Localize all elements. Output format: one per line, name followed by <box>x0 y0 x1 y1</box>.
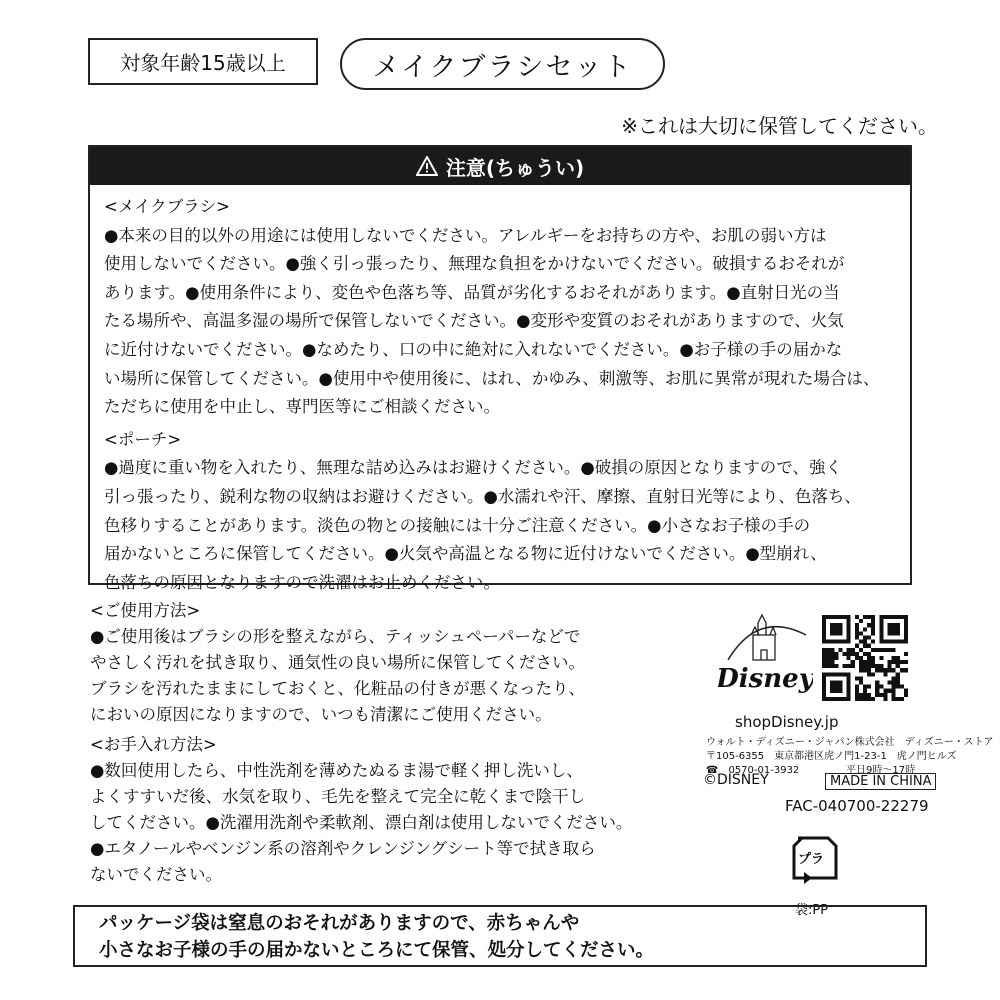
material-label: 袋:PP <box>795 903 829 918</box>
caution-line: たる場所や、高温多湿の場所で保管しないでください。●変形や変質のおそれがありますので、火気 <box>104 311 844 331</box>
plastic-recycle-icon <box>790 828 840 888</box>
caution-title: 注意(ちゅうい) <box>445 155 585 180</box>
warning-icon <box>416 156 438 176</box>
caution-line: い場所に保管してください。●使用中や使用後に、はれ、かゆみ、刺激等、お肌に異常が現れた場合は、 <box>104 368 880 388</box>
bottom-warning <box>73 905 927 967</box>
bottom-warning-line: パッケージ袋は窒息のおそれがありますので、赤ちゃんや <box>99 913 580 934</box>
svg-text:Disney: Disney <box>718 664 813 694</box>
caution-section-heading: <ポーチ> <box>104 429 182 449</box>
care-line: してください。●洗濯用洗剤や柔軟剤、漂白剤は使用しないでください。 <box>90 813 633 832</box>
company-address: 〒105-6355 東京都港区虎ノ門1-23-1 虎ノ門ヒルズ <box>706 751 957 762</box>
product-title: メイクブラシセット <box>340 38 665 90</box>
caution-section-heading: <メイクブラシ> <box>104 197 230 216</box>
caution-line: 届かないところに保管してください。●火気や高温となる物に近付けないでください。●型崩れ、 <box>104 544 827 564</box>
company-phone: ☎ 0570-01-3932 <box>706 765 800 776</box>
care-line: ないでください。 <box>90 865 222 884</box>
bottom-warning-line: 小さなお子様の手の届かないところにて保管、処分してください。 <box>99 940 655 961</box>
care-line: ●数回使用したら、中性洗剤を薄めたぬるま湯で軽く押し洗いし、 <box>90 761 583 780</box>
caution-box <box>88 145 912 592</box>
care-line: よくすすいだ後、水気を取り、毛先を整えて完全に乾くまで陰干し <box>90 787 586 806</box>
disney-logo <box>718 605 813 700</box>
qr-code[interactable] <box>822 615 908 701</box>
usage-line: ●ご使用後はブラシの形を整えながら、ティッシュペーパーなどで <box>90 627 581 646</box>
usage-line: やさしく汚れを拭き取り、通気性の良い場所に保管してください。 <box>90 653 585 672</box>
caution-line: あります。●使用条件により、変色や色落ち等、品質が劣化するおそれがあります。●直射日光の当 <box>104 282 840 302</box>
caution-line: 引っ張ったり、鋭利な物の収納はお避けください。●水濡れや汗、摩擦、直射日光等により、色落ち、 <box>104 486 861 506</box>
usage-line: ブラシを汚れたままにしておくと、化粧品の付きが悪くなったり、 <box>90 679 585 698</box>
shop-url[interactable]: shopDisney.jp <box>735 713 839 731</box>
care-heading: <お手入れ方法> <box>90 735 217 754</box>
company-hours: 平日9時〜17時 <box>846 765 916 776</box>
care-section <box>90 732 632 888</box>
caution-line: 色移りすることがあります。淡色の物との接触には十分ご注意ください。●小さなお子様の手の <box>104 515 811 535</box>
company-name: ウォルト・ディズニー・ジャパン株式会社 ディズニー・ストア <box>706 737 994 748</box>
caution-line: ただちに使用を中止し、専門医等にご相談ください。 <box>104 397 500 417</box>
recycle-mark-text: プラ <box>798 852 825 867</box>
caution-line: に近付けないでください。●なめたり、口の中に絶対に入れないでください。●お子様の手の届かな <box>104 339 843 359</box>
keep-note: ※これは大切に保管してください。 <box>621 114 938 138</box>
care-line: ●エタノールやベンジン系の溶剤やクレンジングシート等で拭き取ら <box>90 839 596 858</box>
copyright: ©DISNEY <box>703 772 769 788</box>
made-in-label: MADE IN CHINA <box>825 773 936 790</box>
product-code: FAC-040700-22279 <box>785 797 929 815</box>
caution-body <box>90 185 910 605</box>
usage-line: においの原因になりますので、いつも清潔にご使用ください。 <box>90 705 552 724</box>
age-label: 対象年齢15歳以上 <box>88 38 318 85</box>
usage-section <box>90 598 585 728</box>
caution-line: ●本来の目的以外の用途には使用しないでください。アレルギーをお持ちの方や、お肌の弱い方は <box>104 225 827 245</box>
caution-header <box>90 147 910 185</box>
caution-line: 色落ちの原因となりますので洗濯はお止めください。 <box>104 572 500 592</box>
usage-heading: <ご使用方法> <box>90 601 201 620</box>
caution-line: ●過度に重い物を入れたり、無理な詰め込みはお避けください。●破損の原因となりますので、強く <box>104 458 842 478</box>
caution-line: 使用しないでください。●強く引っ張ったり、無理な負担をかけないでください。破損するおそれが <box>104 254 845 274</box>
